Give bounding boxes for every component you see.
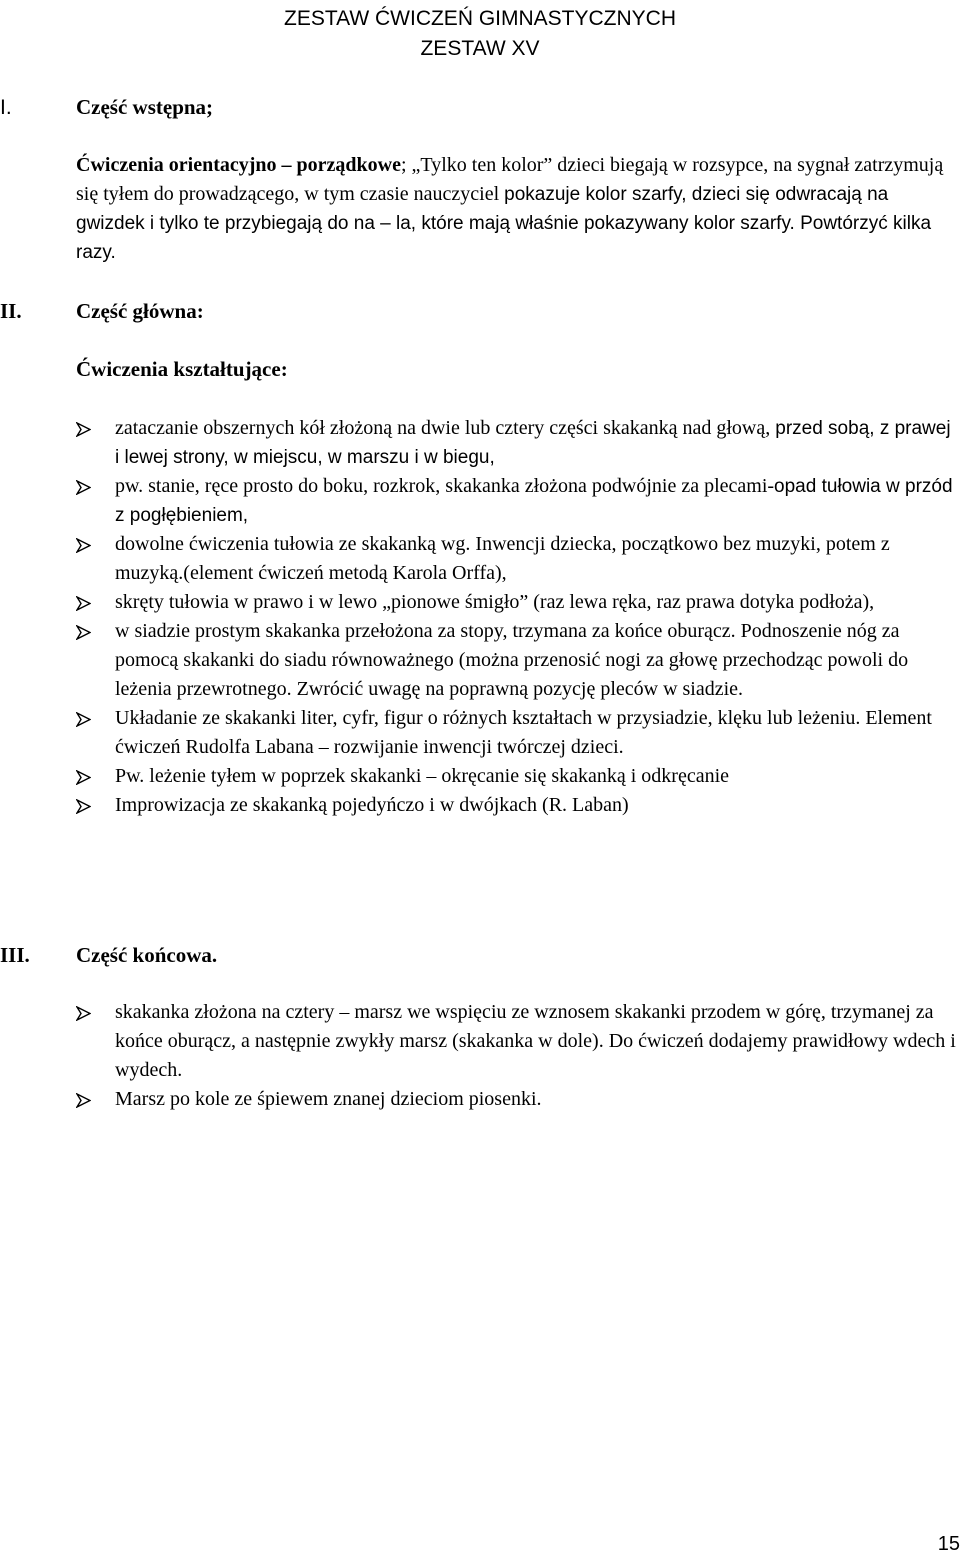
arrow-bullet-icon bbox=[76, 770, 91, 785]
list-item bbox=[76, 472, 956, 530]
arrow-bullet-icon bbox=[76, 538, 91, 553]
paragraph-lead-sans: pokazuje kolor szarfy, dzieci się odwracają na gwizdek i tylko te przybiegają do na – la, które mają właśnie pokazywany kolor szarfy. Powtórzyć kilka razy. bbox=[76, 184, 932, 263]
arrow-bullet-icon bbox=[76, 1006, 91, 1021]
list-item bbox=[76, 414, 956, 472]
list-item-text: skakanka złożona na cztery – marsz we wspięciu ze wznosem skakanki przodem w górę, trzymanej za końce oburącz, a następnie zwykły marsz (skakanka w dole). Do ćwiczeń dodajemy prawidłowy wdech i wydech. bbox=[115, 1001, 956, 1081]
list-item-text: skręty tułowia w prawo i w lewo „pionowe śmigło” (raz lewa ręka, raz prawa dotyka podłoża), bbox=[115, 591, 875, 613]
list-item bbox=[76, 530, 956, 588]
list-item-text: Pw. leżenie tyłem w poprzek skakanki – okręcanie się skakanką i odkręcanie bbox=[115, 765, 730, 787]
list-item-text-sans: przed sobą, z prawej i lewej strony, w miejscu, w marszu i w biegu, bbox=[115, 418, 951, 468]
paragraph-lead-text: ; „Tylko ten kolor” dzieci biegają w rozsypce, na sygnał zatrzymują się tyłem do prowadzącego, w tym czasie nauczyciel bbox=[76, 154, 944, 205]
section-2-subheading: Ćwiczenia kształtujące: bbox=[76, 357, 288, 381]
section-1-paragraph bbox=[76, 151, 951, 267]
list-item bbox=[76, 998, 956, 1085]
list-item-text-sans: opad tułowia w przód z pogłębieniem, bbox=[115, 476, 953, 526]
document-title: ZESTAW ĆWICZEŃ GIMNASTYCZNYCH bbox=[284, 7, 676, 30]
list-item bbox=[76, 588, 956, 617]
list-item-text: zataczanie obszernych kół złożoną na dwie lub cztery części skakanką nad głową, bbox=[115, 417, 776, 439]
paragraph-lead-bold: Ćwiczenia orientacyjno – porządkowe bbox=[76, 154, 401, 176]
list-item bbox=[76, 617, 956, 704]
arrow-bullet-icon bbox=[76, 799, 91, 814]
list-item-text: Improwizacja ze skakanką pojedyńczo i w dwójkach (R. Laban) bbox=[115, 794, 629, 816]
page-number: 15 bbox=[937, 1533, 960, 1555]
list-item-text: Układanie ze skakanki liter, cyfr, figur o różnych kształtach w przysiadzie, klęku lub leżeniu. Element ćwiczeń Rudolfa Labana – rozwijanie inwencji twórczej dzieci. bbox=[115, 707, 932, 758]
list-item bbox=[76, 704, 956, 762]
section-3-heading: Część końcowa. bbox=[76, 943, 218, 967]
arrow-bullet-icon bbox=[76, 625, 91, 640]
list-item bbox=[76, 762, 956, 791]
list-item-text: pw. stanie, ręce prosto do boku, rozkrok, skakanka złożona podwójnie za plecami- bbox=[115, 475, 775, 497]
arrow-bullet-icon bbox=[76, 480, 91, 495]
section-2-heading: Część główna: bbox=[76, 299, 204, 323]
arrow-bullet-icon bbox=[76, 1093, 91, 1108]
list-item bbox=[76, 791, 956, 820]
list-item bbox=[76, 1085, 956, 1114]
section-1-numeral: I. bbox=[0, 96, 12, 119]
list-item-text: w siadzie prostym skakanka przełożona za stopy, trzymana za końce oburącz. Podnoszenie nóg za pomocą skakanki do siadu równoważnego (można przenosić nogi za głowę przechodząc powoli do leżenia przewrotnego. Zwrócić uwagę na poprawną pozycję pleców w siadzie. bbox=[115, 620, 909, 700]
arrow-bullet-icon bbox=[76, 422, 91, 437]
section-2-numeral: II. bbox=[0, 299, 22, 323]
section-2-list bbox=[76, 414, 956, 820]
list-item-text: Marsz po kole ze śpiewem znanej dzieciom piosenki. bbox=[115, 1088, 542, 1110]
list-item-text: dowolne ćwiczenia tułowia ze skakanką wg. Inwencji dziecka, początkowo bez muzyki, potem z muzyką.(element ćwiczeń metodą Karola Orffa), bbox=[115, 533, 890, 584]
arrow-bullet-icon bbox=[76, 712, 91, 727]
section-1-heading: Część wstępna; bbox=[76, 95, 214, 119]
arrow-bullet-icon bbox=[76, 596, 91, 611]
section-3-list bbox=[76, 998, 956, 1114]
document-subtitle: ZESTAW XV bbox=[420, 37, 540, 60]
section-3-numeral: III. bbox=[0, 943, 30, 967]
